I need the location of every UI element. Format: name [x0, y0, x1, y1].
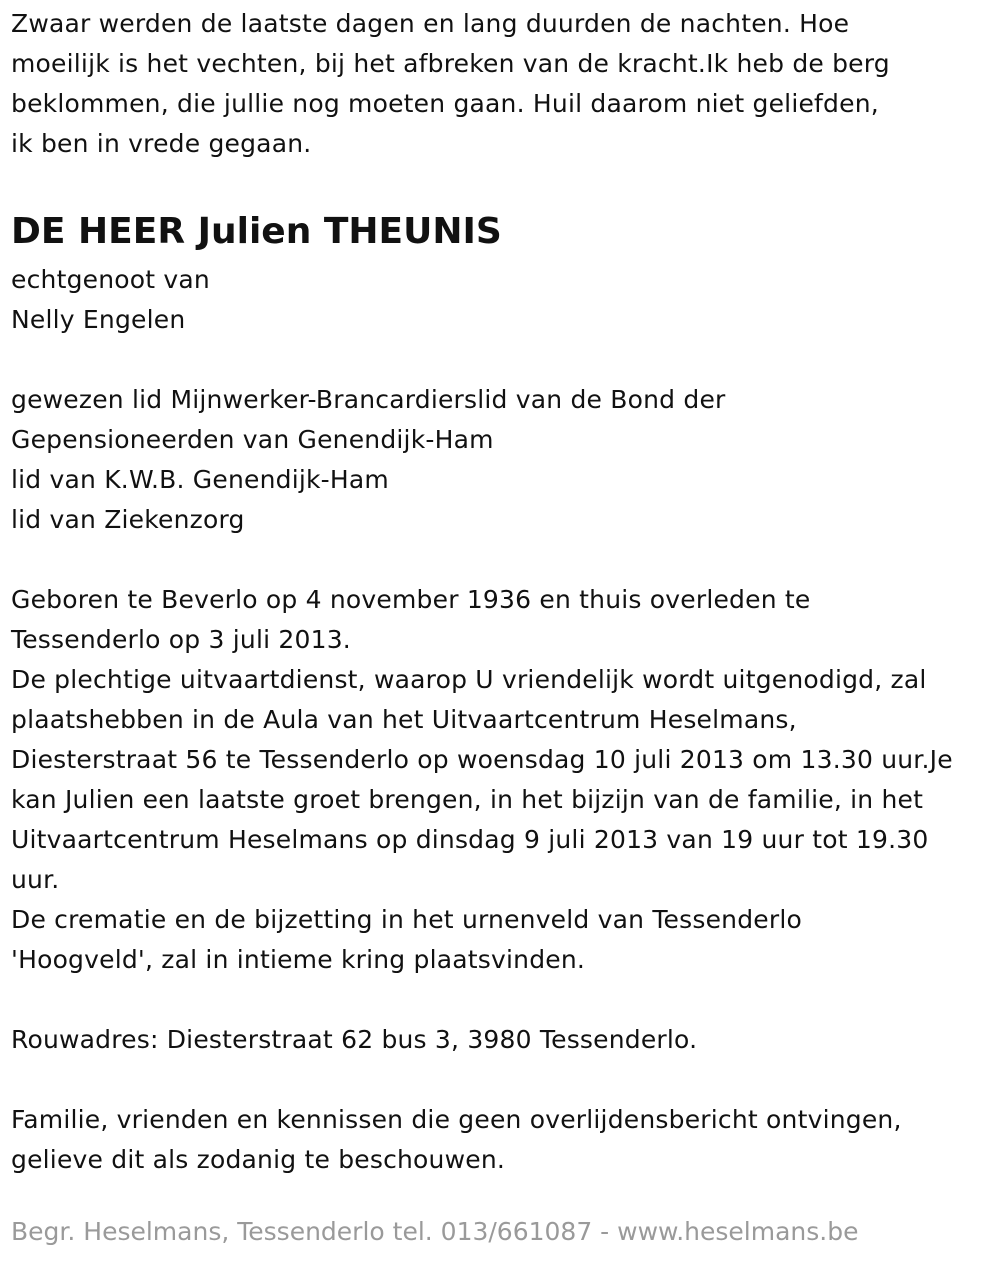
- spacer: [11, 164, 996, 204]
- obituary-document: [11, 4, 996, 1180]
- spouse-line: echtgenoot van: [11, 265, 210, 294]
- spouse-block: [11, 260, 996, 340]
- funeral-home-footer: Begr. Heselmans, Tessenderlo tel. 013/661087 - www.heselmans.be: [11, 1217, 859, 1246]
- details-line: plaatshebben in de Aula van het Uitvaartcentrum Heselmans,: [11, 705, 797, 734]
- poem-line: ik ben in vrede gegaan.: [11, 129, 312, 158]
- details-line: 'Hoogveld', zal in intieme kring plaatsvinden.: [11, 945, 586, 974]
- details-line: uur.: [11, 865, 60, 894]
- membership-line: gewezen lid Mijnwerker-Brancardierslid van de Bond der: [11, 385, 726, 414]
- mourning-address: Rouwadres: Diesterstraat 62 bus 3, 3980 Tessenderlo.: [11, 1025, 698, 1054]
- poem-line: beklommen, die jullie nog moeten gaan. Huil daarom niet geliefden,: [11, 89, 879, 118]
- details-line: kan Julien een laatste groet brengen, in het bijzijn van de familie, in het: [11, 785, 924, 814]
- notice-line: Familie, vrienden en kennissen die geen overlijdensbericht ontvingen,: [11, 1105, 902, 1134]
- details-line: Tessenderlo op 3 juli 2013.: [11, 625, 351, 654]
- notice-line: gelieve dit als zodanig te beschouwen.: [11, 1145, 506, 1174]
- poem-line: moeilijk is het vechten, bij het afbreken van de kracht.Ik heb de berg: [11, 49, 890, 78]
- membership-line: lid van Ziekenzorg: [11, 505, 245, 534]
- details-block: [11, 580, 996, 980]
- details-line: De crematie en de bijzetting in het urnenveld van Tessenderlo: [11, 905, 802, 934]
- memberships-block: [11, 380, 996, 540]
- details-line: Geboren te Beverlo op 4 november 1936 en thuis overleden te: [11, 585, 811, 614]
- spouse-line: Nelly Engelen: [11, 305, 186, 334]
- deceased-name: DE HEER Julien THEUNIS: [11, 211, 502, 252]
- spacer: [11, 1060, 996, 1100]
- poem: [11, 4, 996, 164]
- poem-line: Zwaar werden de laatste dagen en lang duurden de nachten. Hoe: [11, 9, 850, 38]
- details-line: De plechtige uitvaartdienst, waarop U vriendelijk wordt uitgenodigd, zal: [11, 665, 927, 694]
- spacer: [11, 540, 996, 580]
- membership-line: lid van K.W.B. Genendijk-Ham: [11, 465, 389, 494]
- membership-line: Gepensioneerden van Genendijk-Ham: [11, 425, 494, 454]
- details-line: Uitvaartcentrum Heselmans op dinsdag 9 juli 2013 van 19 uur tot 19.30: [11, 825, 929, 854]
- spacer: [11, 980, 996, 1020]
- details-line: Diesterstraat 56 te Tessenderlo op woensdag 10 juli 2013 om 13.30 uur.Je: [11, 745, 953, 774]
- notice-block: [11, 1100, 996, 1180]
- spacer: [11, 340, 996, 380]
